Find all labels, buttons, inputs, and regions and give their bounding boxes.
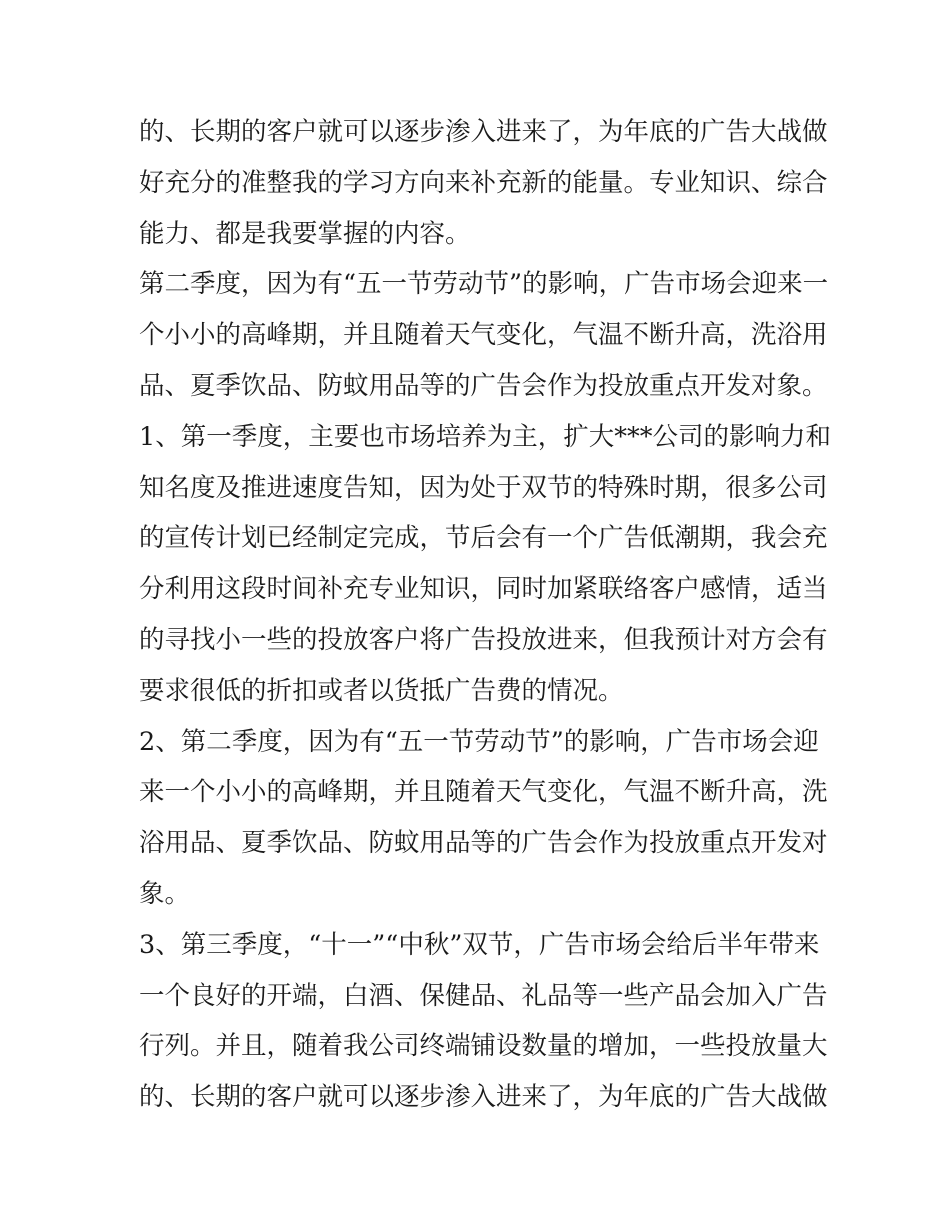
text-line: 能力、都是我要掌握的内容。 [139, 218, 471, 249]
text-line: 的、长期的客户就可以逐步渗入进来了，为年底的广告大战做 [139, 1082, 828, 1113]
text-line: 品、夏季饮品、防蚊用品等的广告会作为投放重点开发对象。 [139, 370, 828, 401]
text-line: 要求很低的折扣或者以货抵广告费的情况。 [139, 675, 624, 706]
text-line: 分利用这段时间补充专业知识，同时加紧联络客户感情，适当 [139, 574, 828, 605]
text-line: 3、第三季度，“十一”“中秋”双节，广告市场会给后半年带来 [139, 929, 820, 960]
text-line: 的宣传计划已经制定完成，节后会有一个广告低潮期，我会充 [139, 523, 828, 554]
text-line: 的寻找小一些的投放客户将广告投放进来，但我预计对方会有 [139, 624, 828, 655]
text-line: 知名度及推进速度告知，因为处于双节的特殊时期，很多公司 [139, 472, 828, 503]
text-line: 浴用品、夏季饮品、防蚊用品等的广告会作为投放重点开发对 [139, 828, 828, 859]
text-line: 来一个小小的高峰期，并且随着天气变化，气温不断升高，洗 [139, 777, 828, 808]
text-line: 好充分的准整我的学习方向来补充新的能量。专业知识、综合 [139, 167, 828, 198]
text-line: 的、长期的客户就可以逐步渗入进来了，为年底的广告大战做 [139, 117, 828, 147]
text-line: 行列。并且，随着我公司终端铺设数量的增加，一些投放量大 [139, 1031, 828, 1062]
text-line: 1、第一季度，主要也市场培养为主，扩大***公司的影响力和 [139, 421, 831, 452]
text-line: 2、第二季度，因为有“五一节劳动节”的影响，广告市场会迎 [139, 726, 819, 757]
text-line: 个小小的高峰期，并且随着天气变化，气温不断升高，洗浴用 [139, 320, 828, 351]
text-line: 一个良好的开端，白酒、保健品、礼品等一些产品会加入广告 [139, 980, 828, 1011]
text-line: 第二季度，因为有“五一节劳动节”的影响，广告市场会迎来一 [139, 269, 829, 300]
text-line: 象。 [139, 878, 191, 909]
document-body [139, 107, 831, 1123]
